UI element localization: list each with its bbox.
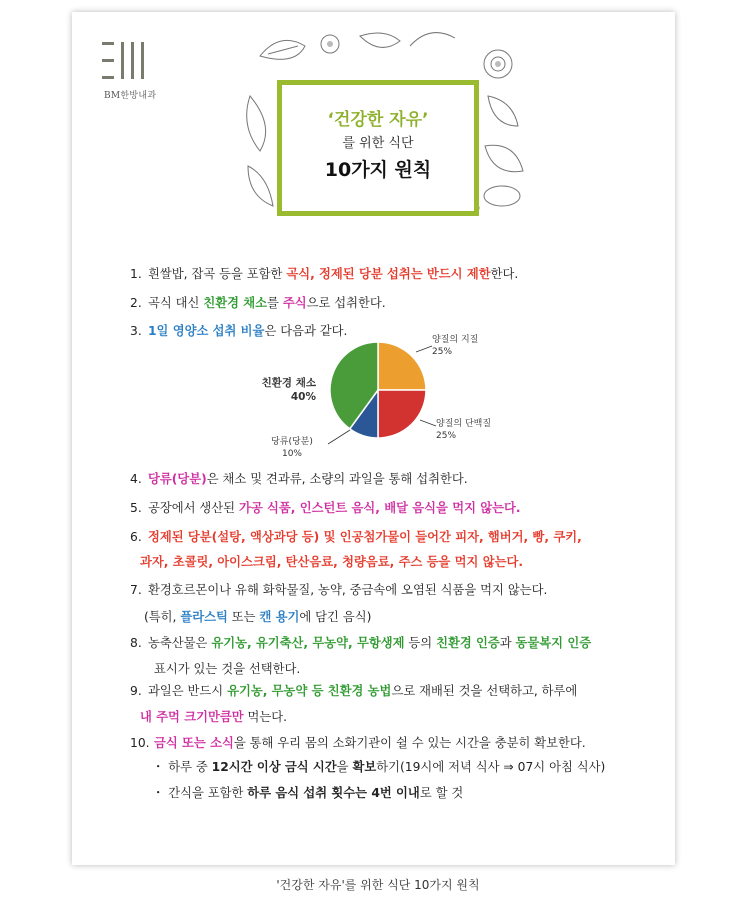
principle-line xyxy=(140,554,523,570)
principle-text: 동물복지 인증 xyxy=(515,636,592,650)
pie-label-fat-pct: 25% xyxy=(432,347,453,357)
principle-line xyxy=(130,500,521,516)
principle-line xyxy=(152,759,605,775)
principle-line xyxy=(130,471,468,487)
principle-text: 친환경 채소 xyxy=(203,296,268,310)
principle-text: 플라스틱 xyxy=(180,610,228,624)
pie-label-sugar-pct: 10% xyxy=(281,449,302,459)
principle-line xyxy=(130,295,386,311)
principle-line xyxy=(152,785,463,801)
title-line-1: ‘건강한 자유’ xyxy=(327,110,429,130)
pie-label-veg-name: 친환경 채소 xyxy=(261,377,316,389)
principle-text: 유기농, 유기축산, 무농약, 무항생제 xyxy=(211,636,405,650)
image-caption: '건강한 자유'를 위한 식단 10가지 원칙 xyxy=(276,878,480,892)
pie-leader-line xyxy=(328,430,350,444)
nutrient-pie-chart xyxy=(232,328,552,468)
principle-text: 주식 xyxy=(282,296,307,310)
principle-text: 과일은 반드시 xyxy=(148,684,228,698)
principle-line xyxy=(130,635,591,651)
principle-text: 유기농, 무농약 등 친환경 농법 xyxy=(227,684,392,698)
title-line-2: 를 위한 식단 xyxy=(342,136,414,151)
principle-text: 과 xyxy=(499,636,516,650)
principle-text: 환경호르몬이나 유해 화학물질, 농약, 중금속에 오염된 식품을 먹지 않는다. xyxy=(148,583,548,597)
logo-text: BM한방내과 xyxy=(104,91,157,101)
pie-slice xyxy=(378,390,426,438)
principle-text: 으로 섭취한다. xyxy=(306,296,386,310)
principles-card xyxy=(72,12,675,865)
principle-line xyxy=(130,582,547,598)
principle-text: 은 채소 및 견과류, 소량의 과일을 통해 섭취한다. xyxy=(206,472,468,486)
principle-number: 2. xyxy=(130,296,142,310)
principle-text: 등의 xyxy=(404,636,437,650)
principle-text: 은 다음과 같다. xyxy=(264,324,348,338)
principle-text: 에 담긴 음식) xyxy=(299,610,372,624)
principle-text: 과자, 초콜릿, 아이스크림, 탄산음료, 청량음료, 주스 등을 먹지 않는다. xyxy=(140,555,524,569)
principle-text: 흰쌀밥, 잡곡 등을 포함한 xyxy=(148,267,287,281)
principle-text: 한다. xyxy=(490,267,519,281)
principle-text: 캔 용기 xyxy=(259,610,300,624)
pie-label-veg xyxy=(250,376,316,404)
pie-slice xyxy=(378,342,426,390)
principle-text: 공장에서 생산된 xyxy=(148,501,239,515)
principle-text: 하기(19시에 저녁 식사 ⇒ 07시 아침 식사) xyxy=(376,760,606,774)
principle-number: 9. xyxy=(130,684,142,698)
principle-line xyxy=(144,609,371,625)
principle-text: 표시가 있는 것을 선택한다. xyxy=(154,662,301,676)
principle-text: 을 통해 우리 몸의 소화기관이 쉴 수 있는 시간을 충분히 확보한다. xyxy=(233,736,586,750)
principle-text: 로 할 것 xyxy=(419,786,464,800)
principle-text: 당류(당분) xyxy=(148,472,207,486)
principle-line xyxy=(130,683,577,699)
principle-text: 12시간 이상 금식 시간 xyxy=(211,760,337,774)
pie-label-protein-name: 양질의 단백질 xyxy=(436,419,492,429)
logo-mark-icon xyxy=(102,40,146,82)
principle-number: 1. xyxy=(130,267,142,281)
principle-line xyxy=(130,735,586,751)
pie-label-sugar xyxy=(262,436,322,460)
principle-text: 금식 또는 소식 xyxy=(154,736,234,750)
title-frame xyxy=(277,80,479,216)
clinic-logo xyxy=(102,40,172,101)
pie-leader-line xyxy=(420,420,436,426)
principle-text: 하루 음식 섭취 횟수는 4번 이내 xyxy=(247,786,420,800)
principle-number: 8. xyxy=(130,636,142,650)
principle-text: ・ 간식을 포함한 xyxy=(152,786,248,800)
principle-text: 으로 재배된 것을 선택하고, 하루에 xyxy=(391,684,578,698)
principle-text: 곡식, 정제된 당분 섭취는 반드시 제한 xyxy=(286,267,491,281)
pie-label-sugar-name: 당류(당분) xyxy=(271,437,313,447)
principle-number: 10. xyxy=(130,736,150,750)
principle-line xyxy=(154,661,300,677)
principle-text: 곡식 대신 xyxy=(148,296,204,310)
principle-line xyxy=(130,266,518,282)
principle-text: ・ 하루 중 xyxy=(152,760,212,774)
pie-leader-line xyxy=(416,346,432,352)
principle-text: (특히, xyxy=(144,610,181,624)
principle-text: 를 xyxy=(267,296,283,310)
principle-number: 5. xyxy=(130,501,142,515)
principle-text: 확보 xyxy=(352,760,377,774)
principle-text: 친환경 인증 xyxy=(436,636,500,650)
principle-text: 또는 xyxy=(227,610,260,624)
pie-label-fat xyxy=(432,334,478,358)
pie-label-veg-pct: 40% xyxy=(290,391,316,403)
principle-line xyxy=(140,709,287,725)
principle-text: 가공 식품, 인스턴트 음식, 배달 음식을 먹지 않는다. xyxy=(238,501,521,515)
pie-label-fat-name: 양질의 지질 xyxy=(432,335,479,345)
principle-text: 내 주먹 크기만큼만 xyxy=(140,710,244,724)
principle-text: 먹는다. xyxy=(243,710,288,724)
principle-number: 6. xyxy=(130,530,142,544)
principle-number: 3. xyxy=(130,324,142,338)
principle-text: 농축산물은 xyxy=(148,636,212,650)
principle-number: 4. xyxy=(130,472,142,486)
principle-text: 정제된 당분(설탕, 액상과당 등) 및 인공첨가물이 들어간 피자, 햄버거, 빵, 쿠키, xyxy=(148,530,582,544)
principle-number: 7. xyxy=(130,583,142,597)
pie-label-protein-pct: 25% xyxy=(436,431,457,441)
title-line-3: 10가지 원칙 xyxy=(324,159,432,181)
principle-text: 을 xyxy=(336,760,353,774)
principle-text: 1일 영양소 섭취 비율 xyxy=(148,324,265,338)
principle-line xyxy=(130,529,582,545)
pie-label-protein xyxy=(436,418,491,442)
